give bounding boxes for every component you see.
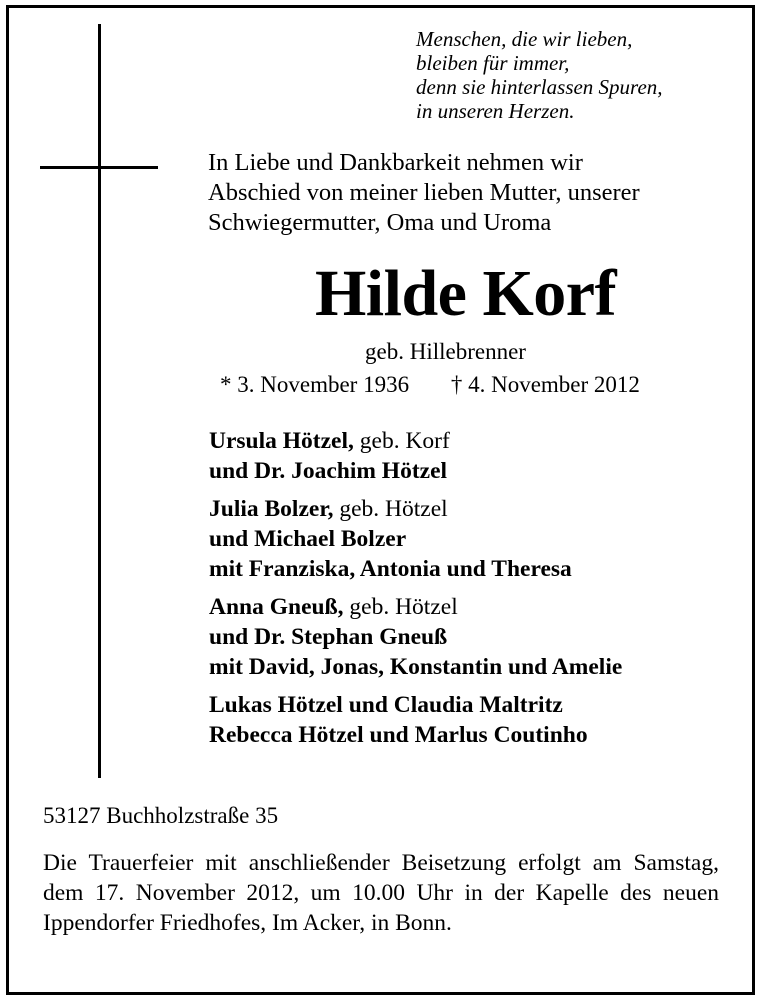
mourner-line: und Dr. Joachim Hötzel [209,458,448,484]
intro-line: Abschied von meiner lieben Mutter, unserer [208,179,640,206]
quote-line: bleiben für immer, [416,51,570,75]
mourner-name: Anna Gneuß, [209,594,344,620]
mourner-name: Ursula Hötzel, [209,428,354,454]
family-address: 53127 Buchholzstraße 35 [43,803,279,828]
quote-line: denn sie hinterlassen Spuren, [416,75,663,99]
ceremony-details: Die Trauerfeier mit anschließender Beisetzung erfolgt am Samstag, dem 17. November 2012, um 10.00 Uhr in der Kapelle des neuen Ippendorfer Friedhofes, Im Acker, in Bonn. [43,850,719,936]
birth-date: * 3. November 1936 [220,372,410,397]
mourner-line [209,494,622,524]
mourner-name: Julia Bolzer, [209,496,334,522]
mourner-group [209,592,622,682]
intro-line: Schwiegermutter, Oma und Uroma [208,209,552,236]
intro-text [208,148,640,238]
mourner-line [209,426,622,456]
birth-name: geb. Hillebrenner [365,339,526,364]
life-dates [220,370,640,400]
mourner-line [209,592,622,622]
mourner-line: und Dr. Stephan Gneuß [209,624,448,650]
mourner-line: mit Franziska, Antonia und Theresa [209,556,572,582]
intro-line: In Liebe und Dankbarkeit nehmen wir [208,149,583,176]
mourners-list [209,426,622,758]
mourner-line: mit David, Jonas, Konstantin und Amelie [209,654,623,680]
mourner-line: und Michael Bolzer [209,526,407,552]
mourner-line: Rebecca Hötzel und Marlus Coutinho [209,722,588,748]
deceased-name: Hilde Korf [314,257,617,330]
mourner-group [209,690,622,750]
mourner-note: geb. Hötzel [343,594,458,620]
cross-horizontal-bar [40,166,158,169]
quote-line: in unseren Herzen. [416,99,575,123]
mourner-note: geb. Korf [353,428,450,454]
quote-line: Menschen, die wir lieben, [416,27,633,51]
memorial-quote [416,27,663,123]
cross-vertical-bar [98,24,101,778]
mourner-group [209,494,622,584]
mourner-line: Lukas Hötzel und Claudia Maltritz [209,692,563,718]
death-date: † 4. November 2012 [450,372,640,397]
mourner-group [209,426,622,486]
mourner-note: geb. Hötzel [333,496,448,522]
